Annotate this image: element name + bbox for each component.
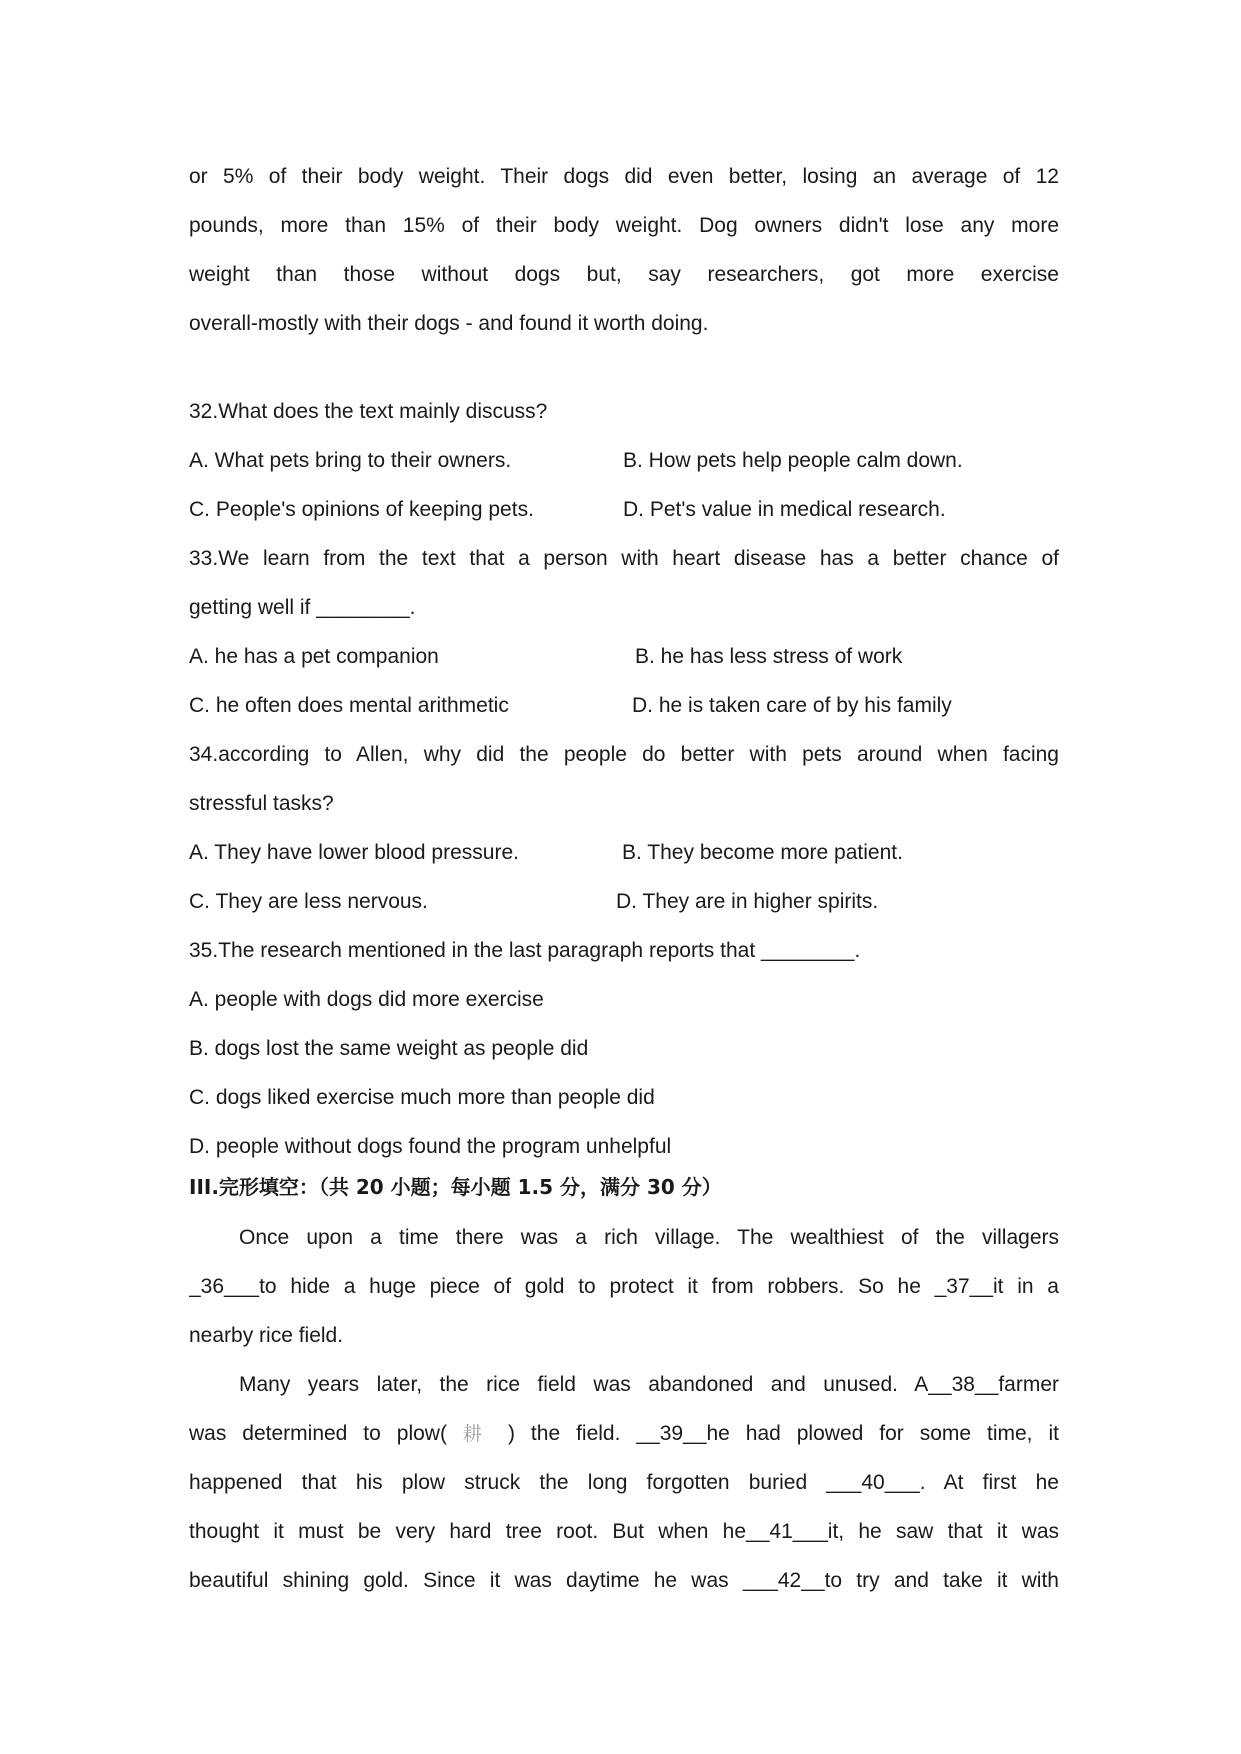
- spacer: [189, 348, 1059, 387]
- cloze-line: happened that his plow struck the long forgotten buried ___40___. At first he: [189, 1471, 1059, 1494]
- cloze-text: was determined to plow(: [189, 1422, 447, 1445]
- passage-line: or 5% of their body weight. Their dogs did even better, losing an average of 12: [189, 165, 1059, 188]
- cloze-line: [189, 1409, 1059, 1458]
- cloze-line: Many years later, the rice field was abandoned and unused. A__38__farmer: [239, 1373, 1059, 1396]
- option-b[interactable]: B. he has less stress of work: [635, 645, 903, 668]
- cloze-line: Once upon a time there was a rich village. The wealthiest of the villagers: [239, 1226, 1059, 1249]
- passage-ending: [189, 152, 1059, 348]
- cloze-line: _36___to hide a huge piece of gold to protect it from robbers. So he _37__it in a: [189, 1275, 1059, 1298]
- chinese-gloss: 耕: [462, 1424, 493, 1445]
- option-a[interactable]: A. he has a pet companion: [189, 645, 439, 668]
- cloze-line: nearby rice field.: [189, 1324, 344, 1347]
- option-d[interactable]: D. he is taken care of by his family: [632, 694, 952, 717]
- cloze-passage: [189, 1213, 1059, 1605]
- option-b[interactable]: B. They become more patient.: [622, 841, 903, 864]
- option-row: [189, 632, 1059, 681]
- option-row: [189, 436, 1059, 485]
- question-35: [189, 926, 1059, 1171]
- option-d[interactable]: D. people without dogs found the program unhelpful: [189, 1135, 672, 1158]
- cloze-text: ) the field. __39__he had plowed for some time, it: [507, 1422, 1059, 1445]
- option-row: [189, 681, 1059, 730]
- passage-line: overall-mostly with their dogs - and found it worth doing.: [189, 312, 709, 335]
- option-c[interactable]: C. They are less nervous.: [189, 890, 428, 913]
- option-a[interactable]: A. They have lower blood pressure.: [189, 841, 519, 864]
- question-stem-cont: stressful tasks?: [189, 792, 334, 815]
- question-stem: 33.We learn from the text that a person with heart disease has a better chance of: [189, 547, 1059, 570]
- option-d[interactable]: D. Pet's value in medical research.: [623, 498, 946, 521]
- cloze-line: beautiful shining gold. Since it was daytime he was ___42__to try and take it with: [189, 1569, 1059, 1592]
- option-b[interactable]: B. dogs lost the same weight as people did: [189, 1037, 589, 1060]
- question-stem: 35.The research mentioned in the last paragraph reports that ________.: [189, 939, 861, 962]
- option-row: [189, 828, 1059, 877]
- option-b[interactable]: B. How pets help people calm down.: [623, 449, 963, 472]
- option-c[interactable]: C. People's opinions of keeping pets.: [189, 498, 534, 521]
- passage-line: weight than those without dogs but, say researchers, got more exercise: [189, 263, 1059, 286]
- passage-line: pounds, more than 15% of their body weight. Dog owners didn't lose any more: [189, 214, 1059, 237]
- option-d[interactable]: D. They are in higher spirits.: [616, 890, 879, 913]
- question-stem: 34.according to Allen, why did the people do better with pets around when facing: [189, 743, 1059, 766]
- option-a[interactable]: A. What pets bring to their owners.: [189, 449, 512, 472]
- option-row: [189, 877, 1059, 926]
- question-33: [189, 534, 1059, 730]
- cloze-line: thought it must be very hard tree root. But when he__41___it, he saw that it was: [189, 1520, 1059, 1543]
- question-stem-cont: getting well if ________.: [189, 596, 416, 619]
- question-32: [189, 387, 1059, 534]
- option-c[interactable]: C. dogs liked exercise much more than people did: [189, 1086, 655, 1109]
- question-34: [189, 730, 1059, 926]
- option-a[interactable]: A. people with dogs did more exercise: [189, 988, 544, 1011]
- section-heading: III.完形填空：（共 20 小题；每小题 1.5 分，满分 30 分）: [189, 1175, 722, 1199]
- question-stem: 32.What does the text mainly discuss?: [189, 400, 548, 423]
- exam-page: [189, 152, 1059, 1605]
- option-row: [189, 485, 1059, 534]
- option-c[interactable]: C. he often does mental arithmetic: [189, 694, 509, 717]
